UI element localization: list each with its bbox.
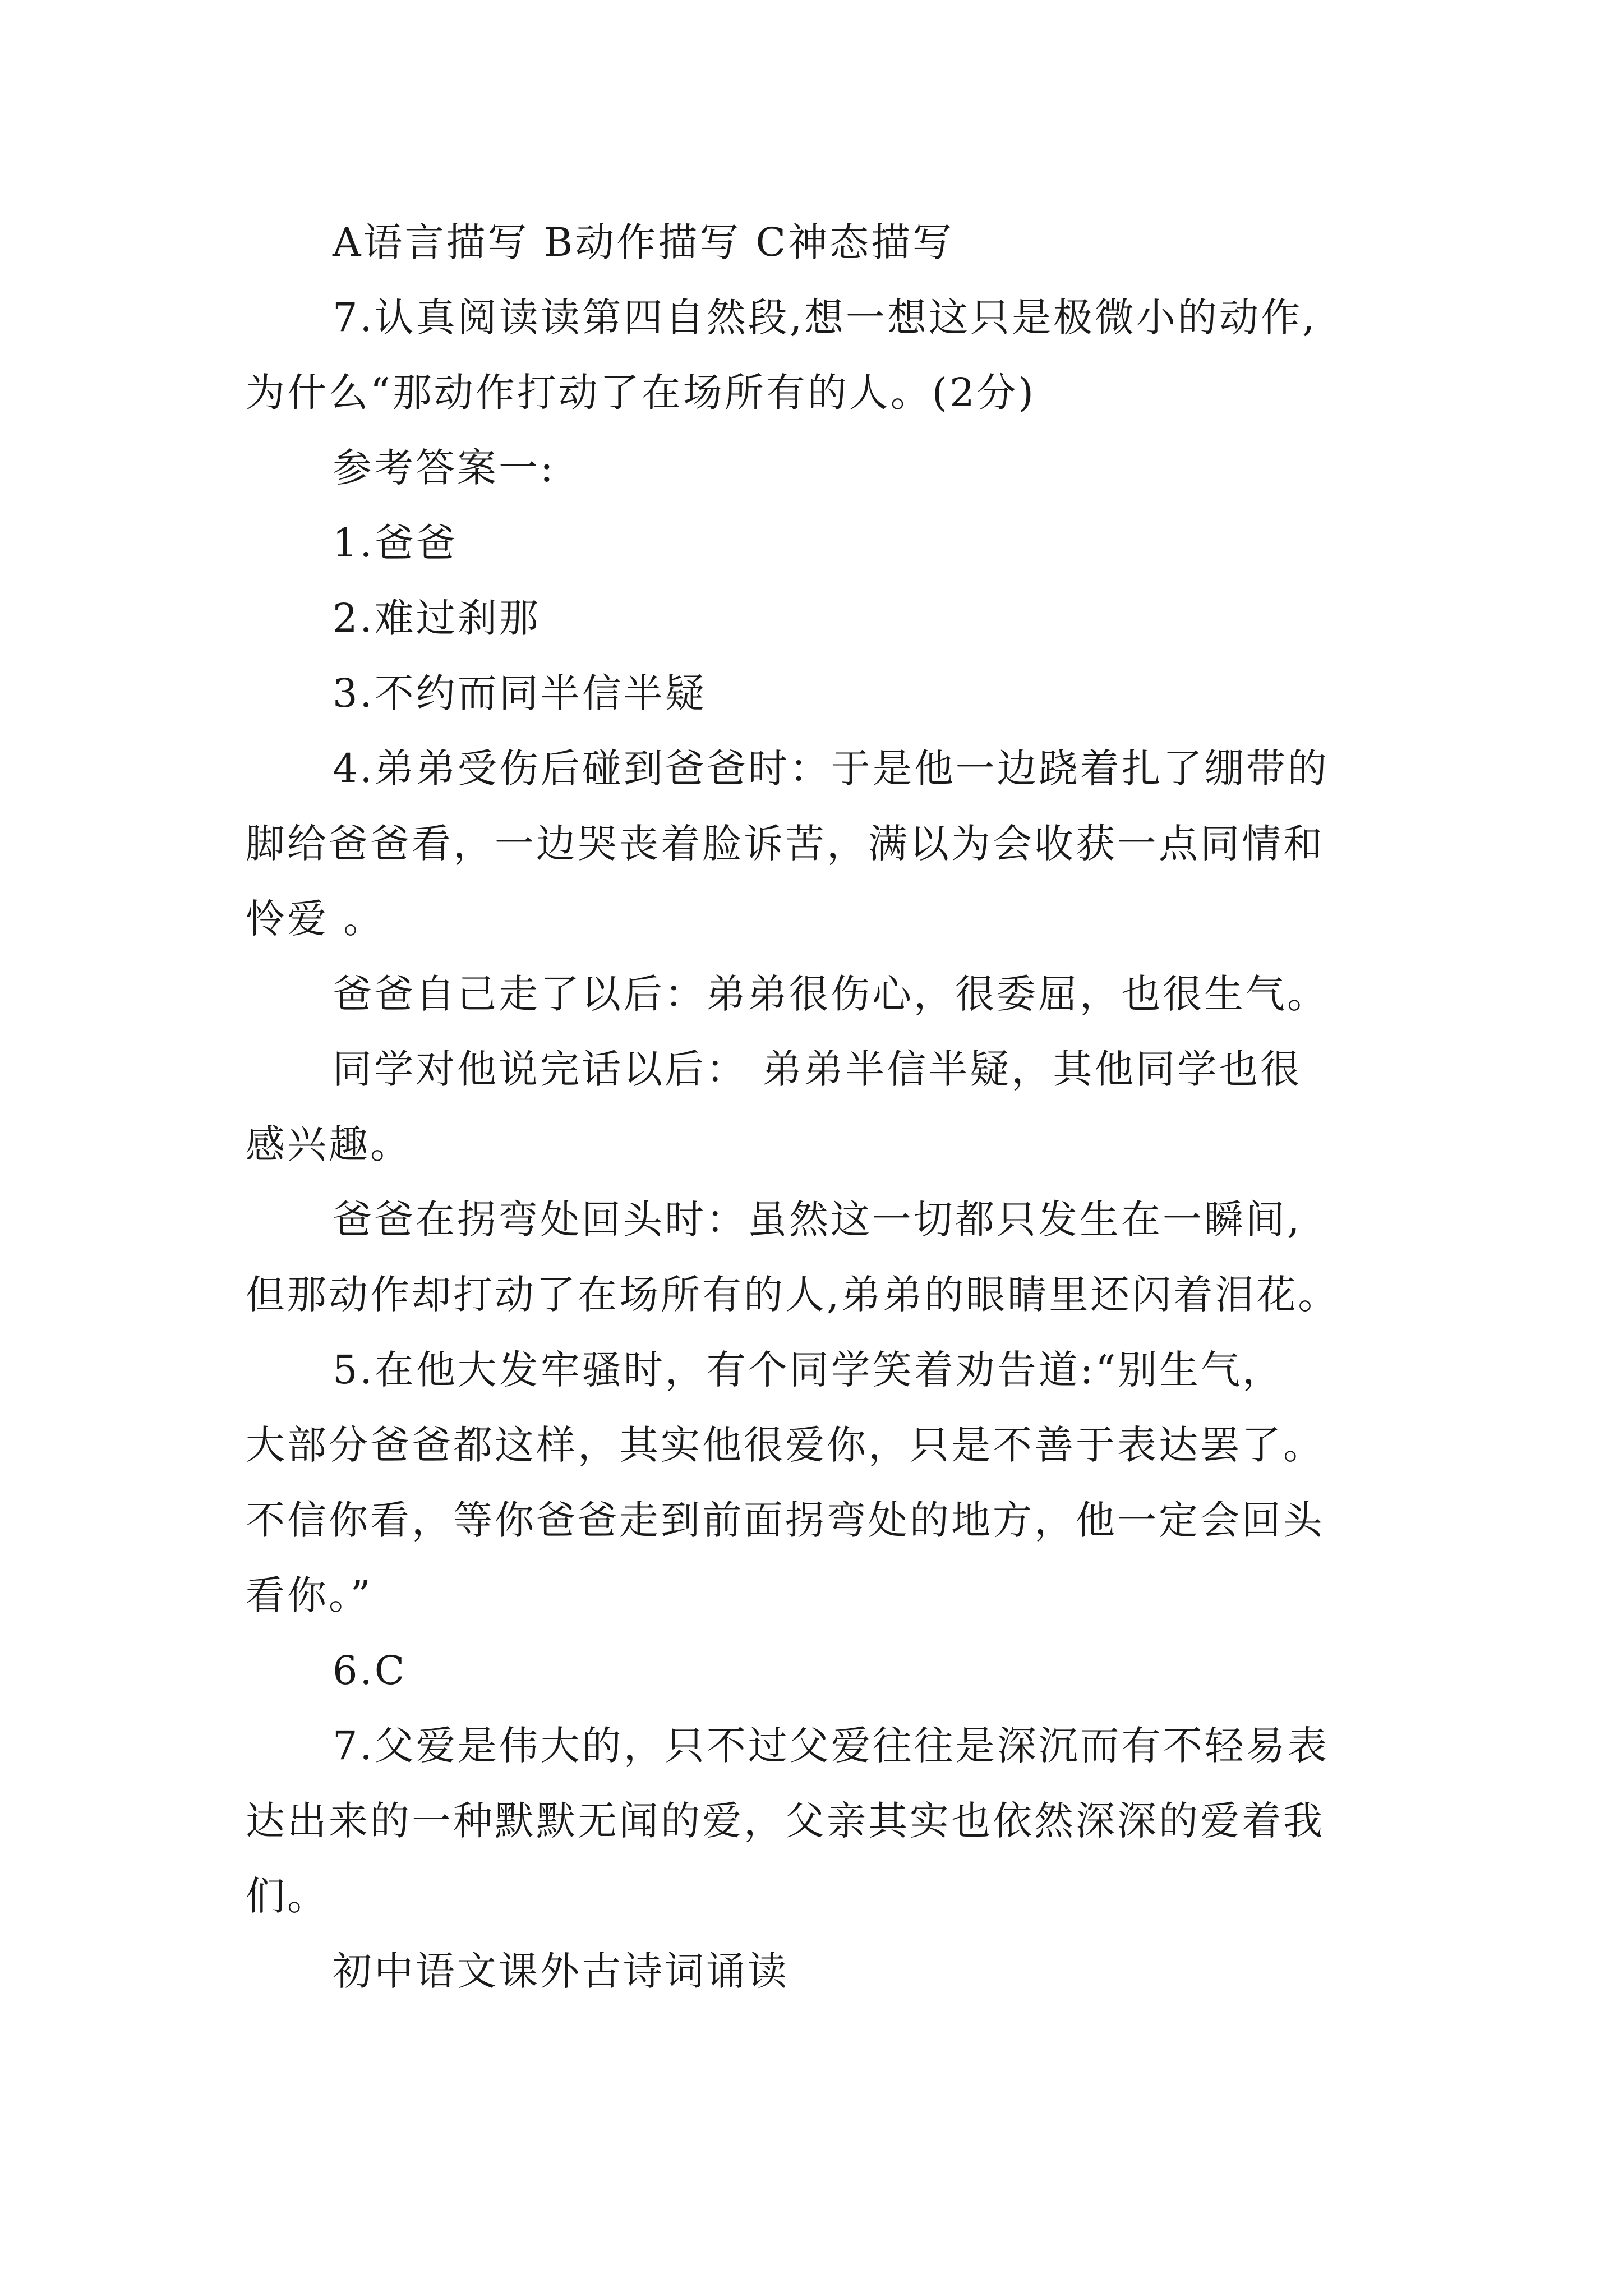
text-line-5: 1.爸爸	[333, 520, 458, 566]
text-line-3: 为什么“那动作打动了在场所有的人。(2分)	[246, 370, 1036, 416]
text-line-13: 感兴趣。	[246, 1121, 412, 1167]
text-line-21: 7.父爱是伟大的，只不过父爱往往是深沉而有不轻易表	[333, 1723, 1329, 1769]
text-line-22: 达出来的一种默默无闻的爱，父亲其实也依然深深的爱着我	[246, 1798, 1325, 1844]
text-line-12: 同学对他说完话以后： 弟弟半信半疑，其他同学也很	[333, 1046, 1302, 1092]
text-line-9: 脚给爸爸看，一边哭丧着脸诉苦，满以为会收获一点同情和	[246, 821, 1325, 867]
text-line-2: 7.认真阅读读第四自然段,想一想这只是极微小的动作,	[333, 295, 1317, 341]
text-line-6: 2.难过刹那	[333, 595, 541, 641]
text-line-7: 3.不约而同半信半疑	[333, 670, 707, 716]
text-line-19: 看你。”	[246, 1572, 373, 1618]
text-line-17: 大部分爸爸都这样，其实他很爱你，只是不善于表达罢了。	[246, 1422, 1325, 1468]
text-line-1: A语言描写 B动作描写 C神态描写	[333, 219, 955, 265]
text-line-24: 初中语文课外古诗词诵读	[333, 1948, 789, 1994]
text-line-23: 们。	[246, 1873, 329, 1919]
document-body	[246, 205, 1423, 2009]
text-line-14: 爸爸在拐弯处回头时：虽然这一切都只发生在一瞬间,	[333, 1197, 1302, 1243]
text-line-8: 4.弟弟受伤后碰到爸爸时：于是他一边跷着扎了绷带的	[333, 746, 1329, 792]
text-line-20: 6.C	[333, 1648, 407, 1694]
text-line-15: 但那动作却打动了在场所有的人,弟弟的眼睛里还闪着泪花。	[246, 1272, 1340, 1318]
text-line-11: 爸爸自己走了以后：弟弟很伤心，很委屈，也很生气。	[333, 971, 1329, 1017]
text-line-16: 5.在他大发牢骚时，有个同学笑着劝告道:“别生气，	[333, 1347, 1284, 1393]
text-line-18: 不信你看，等你爸爸走到前面拐弯处的地方，他一定会回头	[246, 1497, 1325, 1543]
text-line-10: 怜爱 。	[246, 896, 385, 942]
text-line-4: 参考答案一:	[333, 445, 556, 491]
